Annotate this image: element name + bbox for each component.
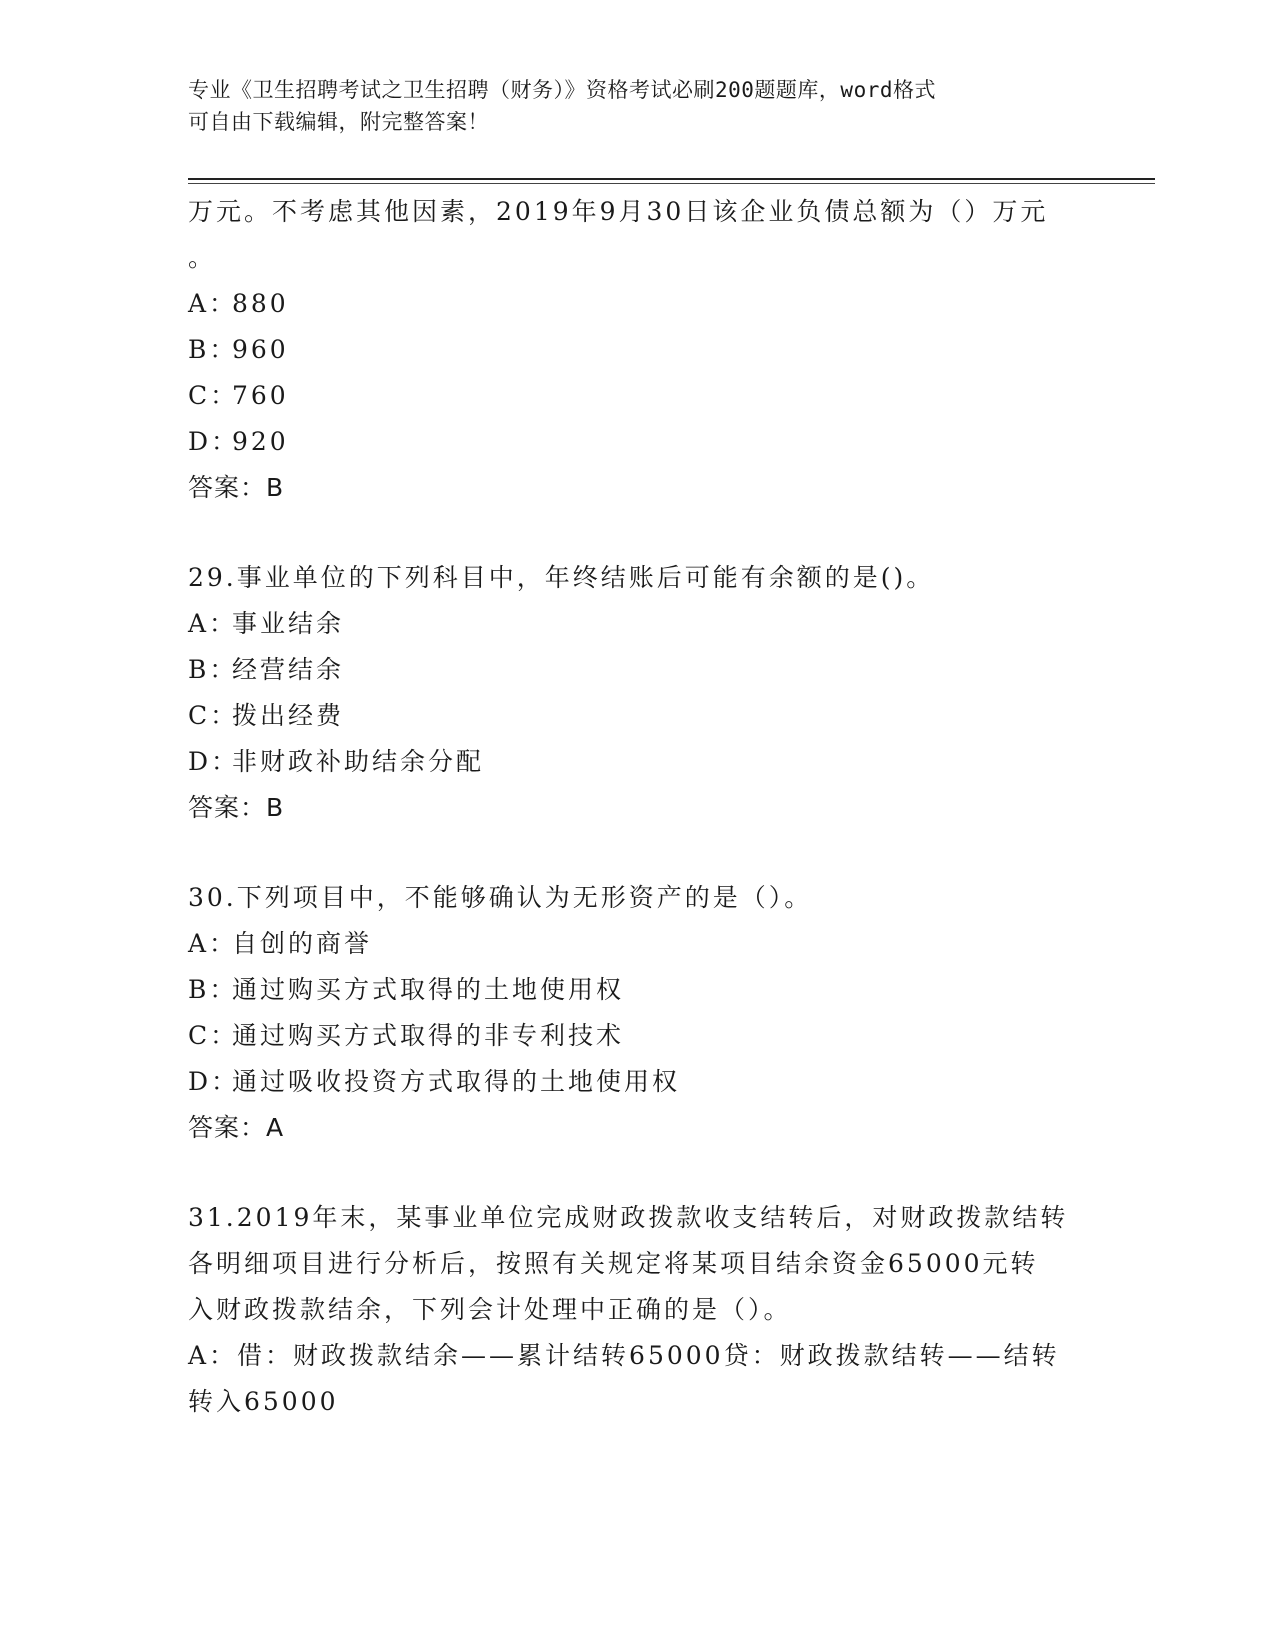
answer-line: 答案：A bbox=[188, 1113, 285, 1142]
option-text: 非财政补助结余分配 bbox=[232, 747, 485, 776]
question-31 bbox=[188, 1195, 1088, 1425]
spacer bbox=[188, 1151, 1088, 1195]
option-label: D： bbox=[188, 747, 240, 776]
question-30 bbox=[188, 875, 1088, 1151]
option-label: B： bbox=[188, 655, 238, 684]
option-text: 拨出经费 bbox=[232, 701, 345, 730]
question-stem-line: 各明细项目进行分析后，按照有关规定将某项目结余资金65000元转 bbox=[188, 1249, 1039, 1278]
option-text: 通过购买方式取得的非专利技术 bbox=[232, 1021, 625, 1050]
option-text: 920 bbox=[232, 427, 289, 456]
option-a-line2: 转入65000 bbox=[188, 1387, 339, 1416]
option-label: C： bbox=[188, 381, 239, 410]
option-d bbox=[188, 419, 1088, 465]
question-stem: 29.事业单位的下列科目中，年终结账后可能有余额的是()。 bbox=[188, 563, 935, 592]
option-c bbox=[188, 1013, 1088, 1059]
option-label: C： bbox=[188, 701, 239, 730]
option-label: B： bbox=[188, 335, 238, 364]
option-a bbox=[188, 281, 1088, 327]
option-b bbox=[188, 647, 1088, 693]
option-c bbox=[188, 693, 1088, 739]
option-c bbox=[188, 373, 1088, 419]
option-text: 880 bbox=[232, 289, 289, 318]
option-a-line1: A：借：财政拨款结余——累计结转65000贷：财政拨款结转——结转 bbox=[188, 1341, 1060, 1370]
answer-line: 答案：B bbox=[188, 793, 285, 822]
question-stem: 30.下列项目中，不能够确认为无形资产的是（）。 bbox=[188, 883, 813, 912]
header-divider-thin bbox=[188, 183, 1155, 184]
option-label: A： bbox=[188, 289, 238, 318]
answer-line: 答案：B bbox=[188, 473, 285, 502]
option-text: 自创的商誉 bbox=[232, 929, 373, 958]
spacer bbox=[188, 831, 1088, 875]
option-text: 通过吸收投资方式取得的土地使用权 bbox=[232, 1067, 681, 1096]
option-a bbox=[188, 921, 1088, 967]
option-text: 960 bbox=[232, 335, 289, 364]
question-stem-line: 31.2019年末，某事业单位完成财政拨款收支结转后，对财政拨款结转 bbox=[188, 1203, 1069, 1232]
option-label: C： bbox=[188, 1021, 239, 1050]
option-b bbox=[188, 967, 1088, 1013]
option-d bbox=[188, 739, 1088, 785]
spacer bbox=[188, 511, 1088, 555]
question-stem-line: 入财政拨款结余，下列会计处理中正确的是（）。 bbox=[188, 1295, 792, 1324]
page-header bbox=[188, 74, 1068, 138]
option-label: D： bbox=[188, 427, 240, 456]
option-a bbox=[188, 601, 1088, 647]
question-stem-line: 。 bbox=[188, 243, 217, 272]
option-text: 经营结余 bbox=[232, 655, 345, 684]
option-b bbox=[188, 327, 1088, 373]
header-title-line1: 专业《卫生招聘考试之卫生招聘（财务）》资格考试必刷200题题库，word格式 bbox=[188, 78, 936, 102]
option-text: 760 bbox=[232, 381, 289, 410]
question-29 bbox=[188, 555, 1088, 831]
option-text: 通过购买方式取得的土地使用权 bbox=[232, 975, 625, 1004]
header-title-line2: 可自由下载编辑，附完整答案！ bbox=[188, 110, 489, 134]
option-label: A： bbox=[188, 609, 238, 638]
option-d bbox=[188, 1059, 1088, 1105]
question-content bbox=[188, 189, 1088, 1425]
question-stem-line: 万元。不考虑其他因素，2019年9月30日该企业负债总额为（）万元 bbox=[188, 197, 1049, 226]
option-label: A： bbox=[188, 929, 238, 958]
header-divider-thick bbox=[188, 178, 1155, 180]
option-label: B： bbox=[188, 975, 238, 1004]
option-label: D： bbox=[188, 1067, 240, 1096]
option-text: 事业结余 bbox=[232, 609, 345, 638]
question-28-continued bbox=[188, 189, 1088, 511]
